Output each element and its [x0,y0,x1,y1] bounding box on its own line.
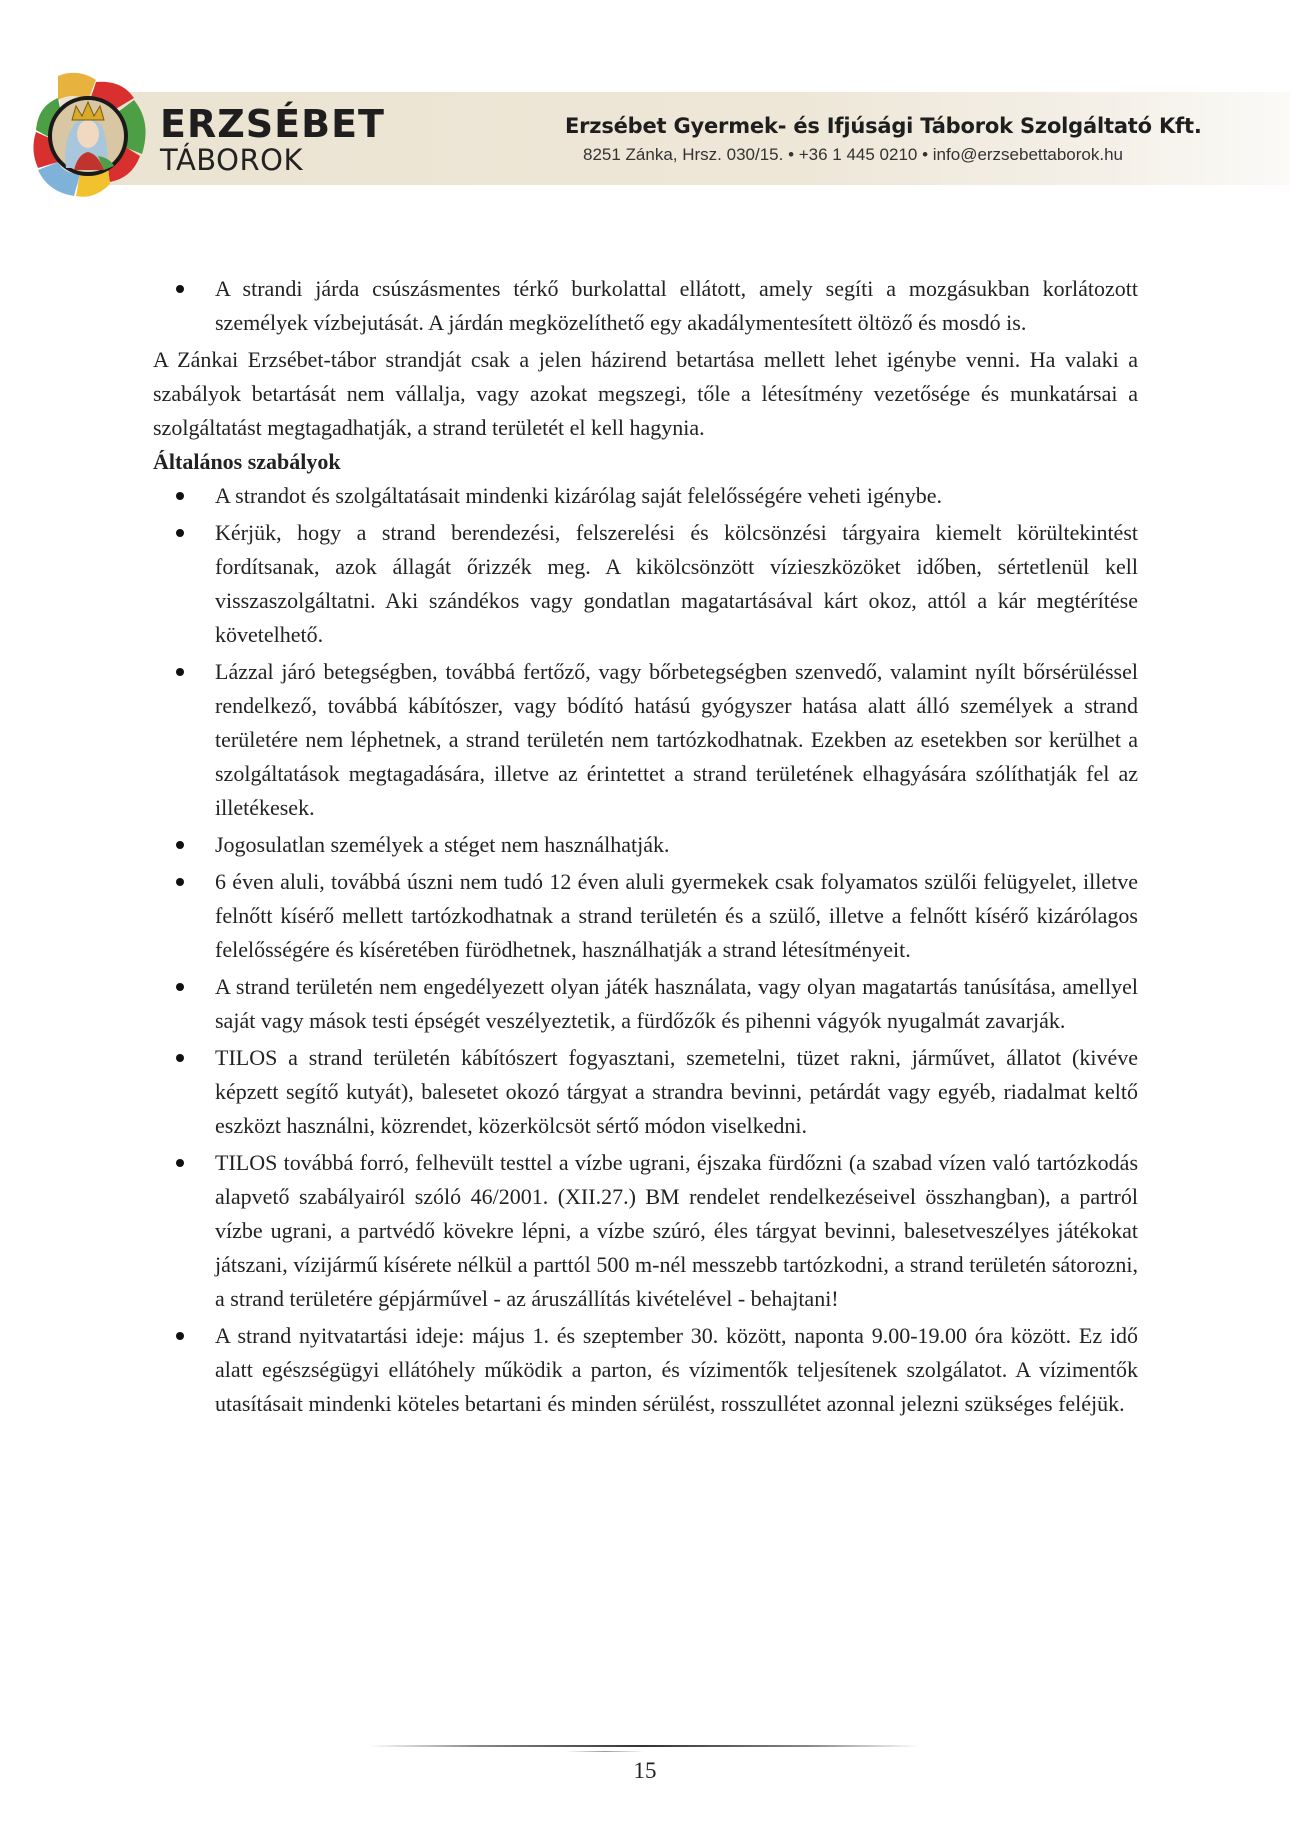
bullet-icon [176,983,184,991]
intro-paragraph: A Zánkai Erzsébet-tábor strandját csak a jelen házirend betartása mellett lehet igénybe venni. Ha valaki a szabályok betartását nem vállalja, vagy azokat megszegi, tőle a létesítmény vezetősége és munkatársai a szolgáltatást megtagadhatják, a strand területét el kell hagynia. [153,347,1138,440]
bullet-icon [176,1159,184,1167]
list-item-text: Jogosulatlan személyek a stéget nem használhatják. [215,832,670,857]
list-item-text: TILOS a strand területén kábítószert fogyasztani, szemetelni, tüzet rakni, járművet, állatot (kivéve képzett segítő kutyát), balesetet okozó tárgyat a strandra bevinni, petárdát vagy egyéb, riadalmat keltő eszközt használni, közrendet, közerkölcsöt sértő módon viselkedni. [215,1045,1138,1138]
bullet-icon [176,1332,184,1340]
bullet-icon [176,841,184,849]
list-item-text: 6 éven aluli, továbbá úszni nem tudó 12 éven aluli gyermekek csak folyamatos szülői felügyelet, illetve felnőtt kísérő mellett tartózkodhatnak a strand területén és a szülő, illetve a felnőtt kísérő kizárólagos felelősségére és kíséretében fürödhetnek, használhatják a strand létesítményeit. [215,869,1138,962]
bullet-icon [176,492,184,500]
bullet-icon [176,878,184,886]
rules-list [153,479,1138,1421]
list-item [153,655,1138,825]
list-item [153,865,1138,967]
bullet-icon [176,285,184,293]
brand-name: ERZSÉBET [160,102,385,146]
list-item [153,970,1138,1038]
list-item [153,479,1138,513]
intro-list [153,272,1138,340]
company-name: Erzsébet Gyermek- és Ifjúsági Táborok Szolgáltató Kft. [565,114,1202,138]
company-contact: 8251 Zánka, Hrsz. 030/15. • +36 1 445 0210 • info@erzsebettaborok.hu [583,145,1123,164]
list-item-text: Lázzal járó betegségben, továbbá fertőző, vagy bőrbetegségben szenvedő, valamint nyílt bőrsérüléssel rendelkező, továbbá kábítószer, vagy bódító hatású gyógyszer hatása alatt álló személyek a strand területére nem léphetnek, a strand területén nem tartózkodhatnak. Ezekben az esetekben sor kerülhet a szolgáltatások megtagadására, illetve az érintettet a strand területének elhagyására szólíthatják fel az illetékesek. [215,659,1138,820]
list-item [153,272,1138,340]
list-item [153,516,1138,652]
erzsebet-taborok-logo-icon [18,70,158,202]
bullet-icon [176,668,184,676]
page-number: 15 [633,1758,657,1783]
list-item [153,1146,1138,1316]
logo-face [77,120,99,148]
section-heading: Általános szabályok [153,449,341,474]
brand-subtitle: TÁBOROK [160,143,304,177]
document-body [153,272,1138,1424]
list-item-text: A strandot és szolgáltatásait mindenki kizárólag saját felelősségére veheti igénybe. [215,483,942,508]
list-item [153,1319,1138,1421]
bullet-icon [176,1054,184,1062]
list-item-text: Kérjük, hogy a strand berendezési, felszerelési és kölcsönzési tárgyaira kiemelt körültekintést fordítsanak, azok állagát őrizzék meg. A kikölcsönzött vízieszközöket időben, sértetlenül kell visszaszolgáltatni. Aki szándékos vagy gondatlan magatartásával kárt okoz, attól a kár megtérítése követelhető. [215,520,1138,647]
footer-divider [368,1745,920,1747]
logo-petal-yellow-top [58,73,96,100]
list-item [153,1041,1138,1143]
list-item [153,828,1138,862]
list-item-text: A strand területén nem engedélyezett olyan játék használata, vagy olyan magatartás tanúsítása, amellyel saját vagy mások testi épségét veszélyeztetik, a fürdőzők és pihenni vágyók nyugalmát zavarják. [215,974,1138,1033]
list-item-text: TILOS továbbá forró, felhevült testtel a vízbe ugrani, éjszaka fürdőzni (a szabad vízen való tartózkodás alapvető szabályairól szóló 46/2001. (XII.27.) BM rendelet rendelkezéseivel összhangban), a partról vízbe ugrani, a partvédő kövekre lépni, a vízbe szúró, éles tárgyat bevinni, balesetveszélyes játékokat játszani, vízijármű kísérete nélkül a parttól 500 m-nél messzebb tartózkodni, a strand területén sátorozni, a strand területére gépjárművel - az áruszállítás kivételével - behajtani! [215,1150,1138,1311]
bullet-icon [176,529,184,537]
list-item-text: A strandi járda csúszásmentes térkő burkolattal ellátott, amely segíti a mozgásukban korlátozott személyek vízbejutását. A járdán megközelíthető egy akadálymentesített öltöző és mosdó is. [215,276,1138,335]
list-item-text: A strand nyitvatartási ideje: május 1. és szeptember 30. között, naponta 9.00-19.00 óra között. Ez idő alatt egészségügyi ellátóhely működik a parton, és vízimentők teljesítenek szolgálatot. A vízimentők utasításait mindenki köteles betartani és minden sérülést, rosszullétet azonnal jelezni szükséges feléjük. [215,1323,1138,1416]
footer-divider-small [565,1751,645,1752]
